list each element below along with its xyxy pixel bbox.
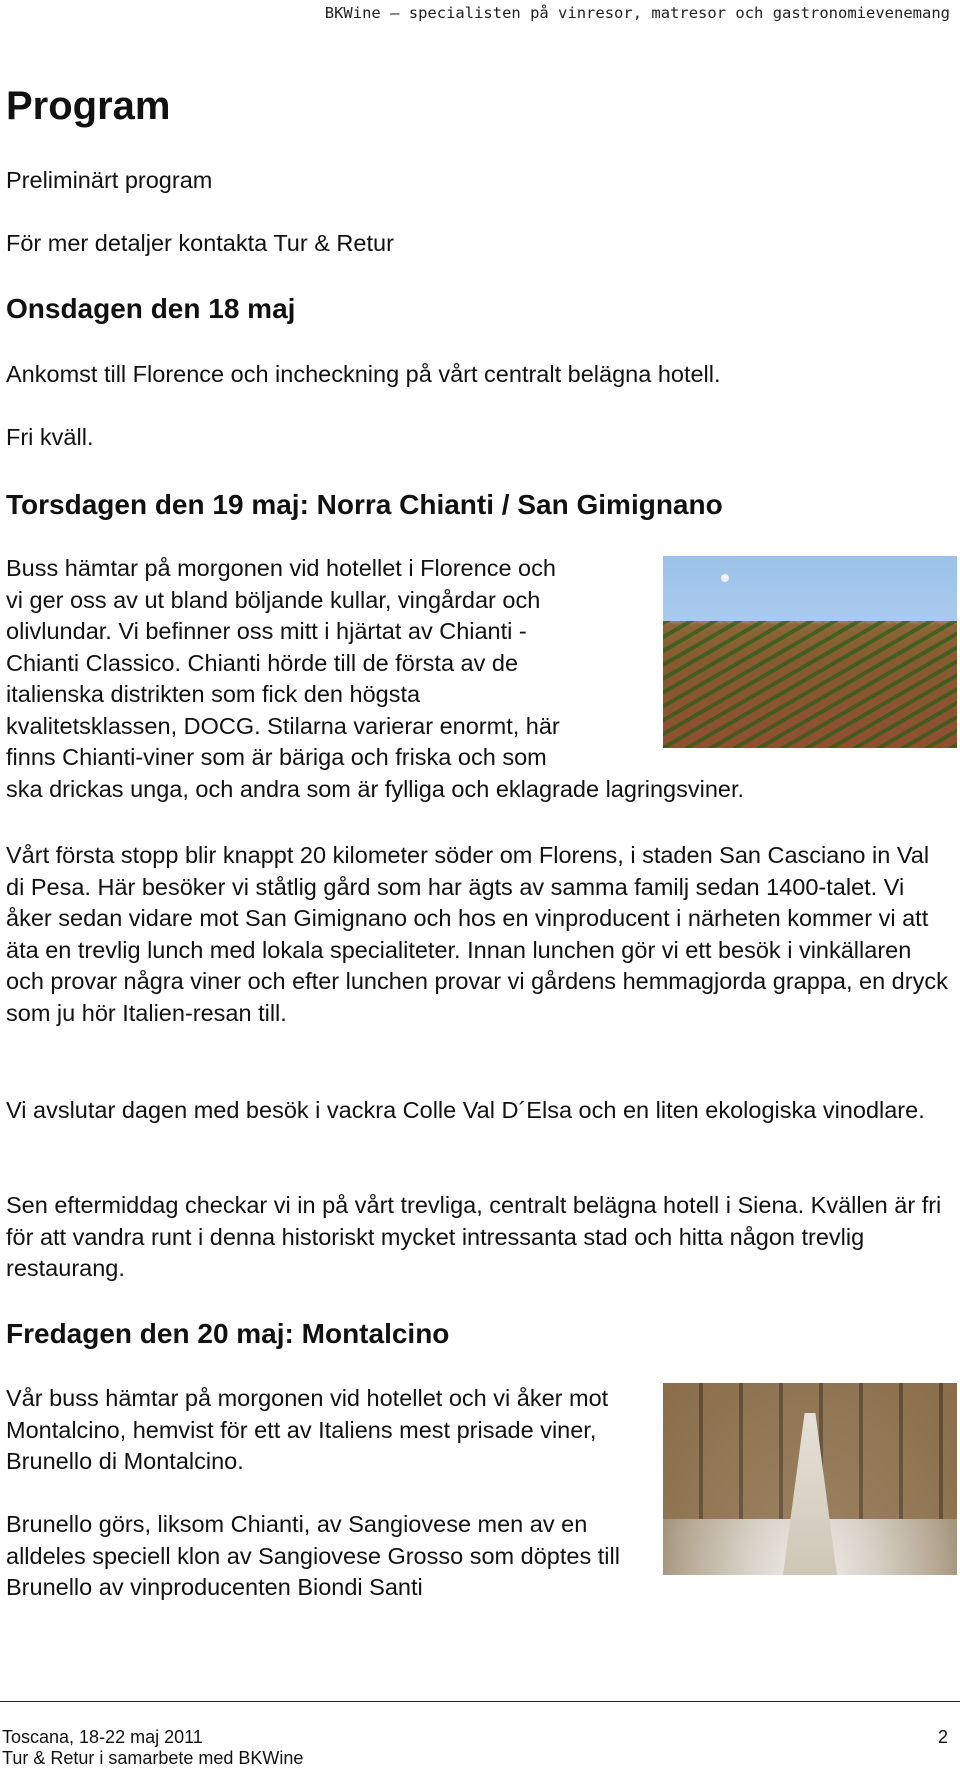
day2-para1-line: italienska distrikten som fick den högsta bbox=[6, 681, 421, 707]
day1-evening: Fri kväll. bbox=[6, 424, 94, 450]
day2-para1-line: ska drickas unga, och andra som är fylliga och eklagrade lagringsviner. bbox=[6, 775, 745, 802]
barrel-row bbox=[663, 1383, 957, 1417]
footer-collaboration: Tur & Retur i samarbete med BKWine bbox=[2, 1748, 304, 1768]
day1-arrival: Ankomst till Florence och incheckning på vårt centralt belägna hotell. bbox=[6, 361, 721, 387]
page-title: Program bbox=[6, 84, 171, 128]
day2-paragraph-3: Vi avslutar dagen med besök i vackra Colle Val D´Elsa och en liten ekologiska vinodlare. bbox=[6, 1097, 925, 1123]
day2-para1-line: Chianti Classico. Chianti hörde till de första av de bbox=[6, 649, 519, 676]
day3-paragraph-1: Vår buss hämtar på morgonen vid hotellet och vi åker mot Montalcino, hemvist för ett av Italiens mest prisade viner, Brunello di Montalcino. bbox=[6, 1385, 609, 1474]
day2-paragraph-4: Sen eftermiddag checkar vi in på vårt trevliga, centralt belägna hotell i Siena. Kvällen är fri för att vandra runt i denna historiskt mycket intressanta stad och hitta någon trevlig restaurang. bbox=[6, 1192, 942, 1281]
footer-divider bbox=[0, 1701, 960, 1702]
page-number: 2 bbox=[937, 1727, 948, 1747]
day2-para1-line: finns Chianti-viner som är bäriga och friska och som bbox=[6, 744, 547, 770]
day2-para1-line: kvalitetsklassen, DOCG. Stilarna varierar enormt, här bbox=[6, 712, 560, 739]
vineyard-photo bbox=[663, 556, 957, 748]
day2-para1-line: vi ger oss av ut bland böljande kullar, vingårdar och bbox=[6, 586, 541, 613]
preliminary-text: Preliminärt program bbox=[6, 167, 213, 193]
day3-heading: Fredagen den 20 maj: Montalcino bbox=[6, 1318, 450, 1349]
day2-heading: Torsdagen den 19 maj: Norra Chianti / San Gimignano bbox=[6, 489, 723, 520]
day2-paragraph-2: Vårt första stopp blir knappt 20 kilometer söder om Florens, i staden San Casciano in Val di Pesa. Här besöker vi ståtlig gård som har ägts av samma familj sedan 1400-talet. Vi åker sedan vidare mot San Gimignano och hos en vinproducent i närheten kommer vi att äta en trevlig lunch med lokala specialiteter. Innan lunchen gör vi ett besök i vinkällaren och provar några viner och efter lunchen provar vi gårdens hemmagjorda grappa, en dryck som ju hör Italien-resan till. bbox=[6, 842, 948, 1026]
moon-shape bbox=[721, 574, 729, 582]
day2-para1-line: Buss hämtar på morgonen vid hotellet i Florence och bbox=[6, 555, 556, 581]
day2-para1-line: olivlundar. Vi befinner oss mitt i hjärtat av Chianti - bbox=[6, 618, 527, 644]
site-header: BKWine – specialisten på vinresor, matresor och gastronomievenemang bbox=[324, 4, 950, 22]
wine-barrels-photo bbox=[663, 1383, 957, 1575]
contact-text: För mer detaljer kontakta Tur & Retur bbox=[6, 230, 394, 256]
vine-rows bbox=[663, 621, 957, 748]
day3-paragraph-2: Brunello görs, liksom Chianti, av Sangiovese men av en alldeles speciell klon av Sangiovese Grosso som döptes till Brunello av vinproducenten Biondi Santi bbox=[6, 1511, 620, 1600]
day1-heading: Onsdagen den 18 maj bbox=[6, 293, 296, 324]
footer-trip-dates: Toscana, 18-22 maj 2011 bbox=[2, 1727, 203, 1747]
